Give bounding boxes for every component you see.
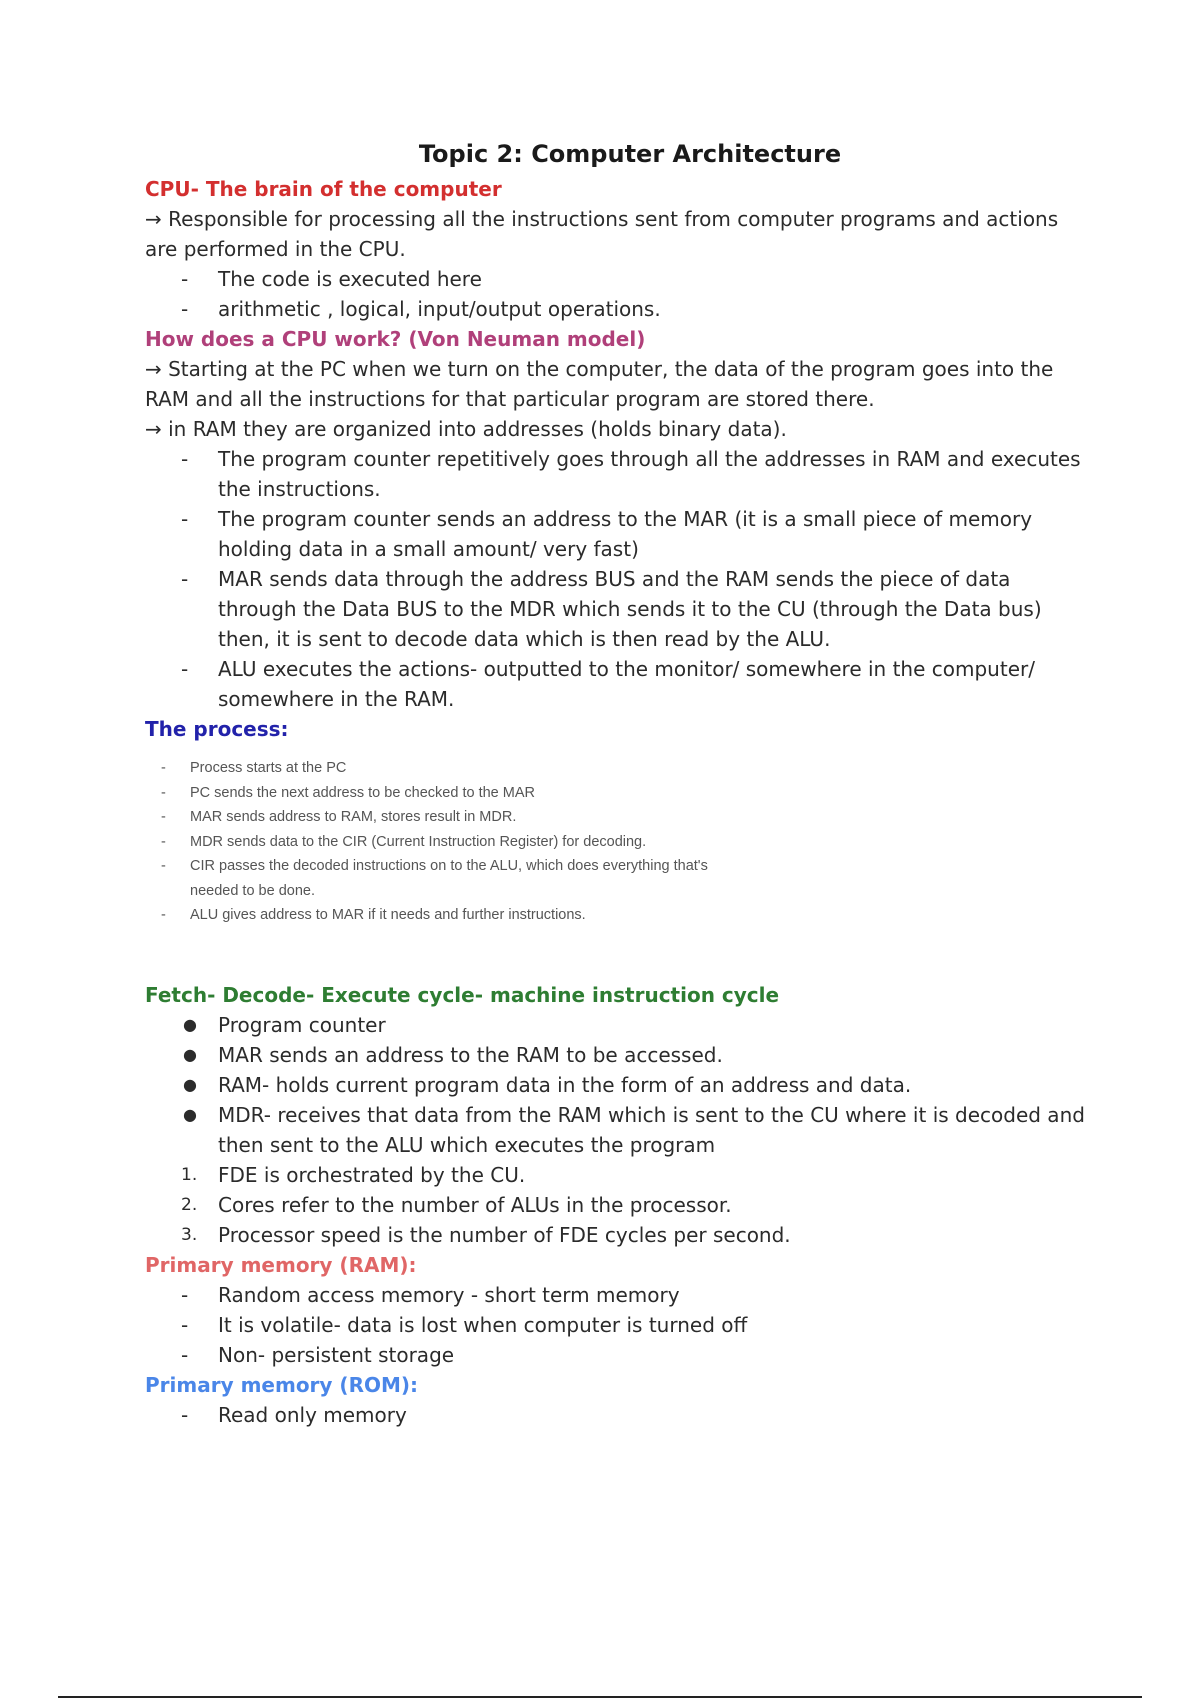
page-title: Topic 2: Computer Architecture xyxy=(418,140,842,168)
spacer xyxy=(145,928,1095,980)
section-ram xyxy=(145,1250,1095,1370)
list-item: 1. FDE is orchestrated by the CU. xyxy=(145,1160,1095,1190)
section-process xyxy=(145,714,1095,928)
dash-marker: - xyxy=(181,657,189,681)
dash-marker: - xyxy=(161,784,166,801)
section-rom xyxy=(145,1370,1095,1430)
list-item: - arithmetic , logical, input/output operations. xyxy=(145,294,1095,324)
cpu-intro: → Responsible for processing all the instructions sent from computer programs and actions are performed in the CPU. xyxy=(145,207,1059,261)
list-item: - It is volatile- data is lost when computer is turned off xyxy=(145,1310,1095,1340)
process-heading: The process: xyxy=(145,717,289,741)
number-marker: 1. xyxy=(181,1164,198,1185)
dash-marker: - xyxy=(161,760,166,776)
list-item: ● MDR- receives that data from the RAM which is sent to the CU where it is decoded and then sent to the ALU which executes the program xyxy=(145,1100,1095,1160)
bullet-marker: ● xyxy=(183,1104,197,1124)
list-item: - The program counter sends an address to the MAR (it is a small piece of memory holding data in a small amount/ very fast) xyxy=(145,504,1095,564)
section-cpu xyxy=(145,174,1095,324)
list-item: 2. Cores refer to the number of ALUs in the processor. xyxy=(145,1190,1095,1220)
cpu-list xyxy=(145,264,1095,324)
section-fde xyxy=(145,980,1095,1250)
list-item: - MAR sends data through the address BUS and the RAM sends the piece of data through the Data BUS to the MDR which sends it to the CU (through the Data bus) then, it is sent to decode data which is then read by the ALU. xyxy=(145,564,1095,654)
dash-marker: - xyxy=(181,567,189,591)
section-how-cpu xyxy=(145,324,1095,714)
list-item: - Read only memory xyxy=(145,1400,1095,1430)
bullet-marker: ● xyxy=(183,1014,197,1034)
dash-marker: - xyxy=(181,1282,189,1307)
list-item: - ALU gives address to MAR if it needs and further instructions. xyxy=(145,903,1095,928)
list-item: - MAR sends address to RAM, stores result in MDR. xyxy=(145,805,1095,830)
list-item: - MDR sends data to the CIR (Current Instruction Register) for decoding. xyxy=(145,830,1095,855)
list-item: - Random access memory - short term memory xyxy=(145,1280,1095,1310)
list-item: - The code is executed here xyxy=(145,264,1095,294)
dash-marker: - xyxy=(181,1312,189,1337)
dash-marker: - xyxy=(181,507,189,531)
list-item: - Process starts at the PC xyxy=(145,756,1095,781)
ram-list xyxy=(145,1280,1095,1370)
dash-marker: - xyxy=(181,267,189,291)
how-cpu-intro-2: → in RAM they are organized into addresses (holds binary data). xyxy=(145,417,787,441)
list-item: ● Program counter xyxy=(145,1010,1095,1040)
footer-divider xyxy=(58,1696,1142,1698)
dash-marker: - xyxy=(161,833,166,850)
rom-heading: Primary memory (ROM): xyxy=(145,1372,419,1397)
rom-list xyxy=(145,1400,1095,1430)
list-item: - PC sends the next address to be checked to the MAR xyxy=(145,781,1095,806)
bullet-marker: ● xyxy=(183,1074,197,1094)
how-cpu-intro-1: → Starting at the PC when we turn on the computer, the data of the program goes into the RAM and all the instructions for that particular program are stored there. xyxy=(145,357,1054,411)
fde-numbered-list xyxy=(145,1160,1095,1250)
list-item: ● RAM- holds current program data in the form of an address and data. xyxy=(145,1070,1095,1100)
dash-marker: - xyxy=(161,809,166,825)
dash-marker: - xyxy=(161,858,166,874)
dash-marker: - xyxy=(181,1342,189,1367)
list-item: - CIR passes the decoded instructions on to the ALU, which does everything that's needed to be done. xyxy=(145,854,750,903)
list-item: ● MAR sends an address to the RAM to be accessed. xyxy=(145,1040,1095,1070)
dash-marker: - xyxy=(181,1402,189,1427)
dash-marker: - xyxy=(161,907,166,923)
ram-heading: Primary memory (RAM): xyxy=(145,1252,417,1277)
number-marker: 2. xyxy=(181,1194,198,1215)
list-item: 3. Processor speed is the number of FDE cycles per second. xyxy=(145,1220,1095,1250)
document-page xyxy=(145,140,1095,1430)
cpu-heading: CPU- The brain of the computer xyxy=(145,177,502,201)
dash-marker: - xyxy=(181,447,189,471)
how-cpu-heading: How does a CPU work? (Von Neuman model) xyxy=(145,327,646,351)
list-item: - Non- persistent storage xyxy=(145,1340,1095,1370)
list-item: - The program counter repetitively goes through all the addresses in RAM and executes the instructions. xyxy=(145,444,1095,504)
list-item: - ALU executes the actions- outputted to the monitor/ somewhere in the computer/ somewhere in the RAM. xyxy=(145,654,1095,714)
process-list xyxy=(145,756,1095,928)
dash-marker: - xyxy=(181,297,189,321)
how-cpu-list xyxy=(145,444,1095,714)
fde-heading: Fetch- Decode- Execute cycle- machine instruction cycle xyxy=(145,982,780,1007)
fde-bullet-list xyxy=(145,1010,1095,1160)
bullet-marker: ● xyxy=(183,1044,197,1064)
number-marker: 3. xyxy=(181,1224,198,1245)
